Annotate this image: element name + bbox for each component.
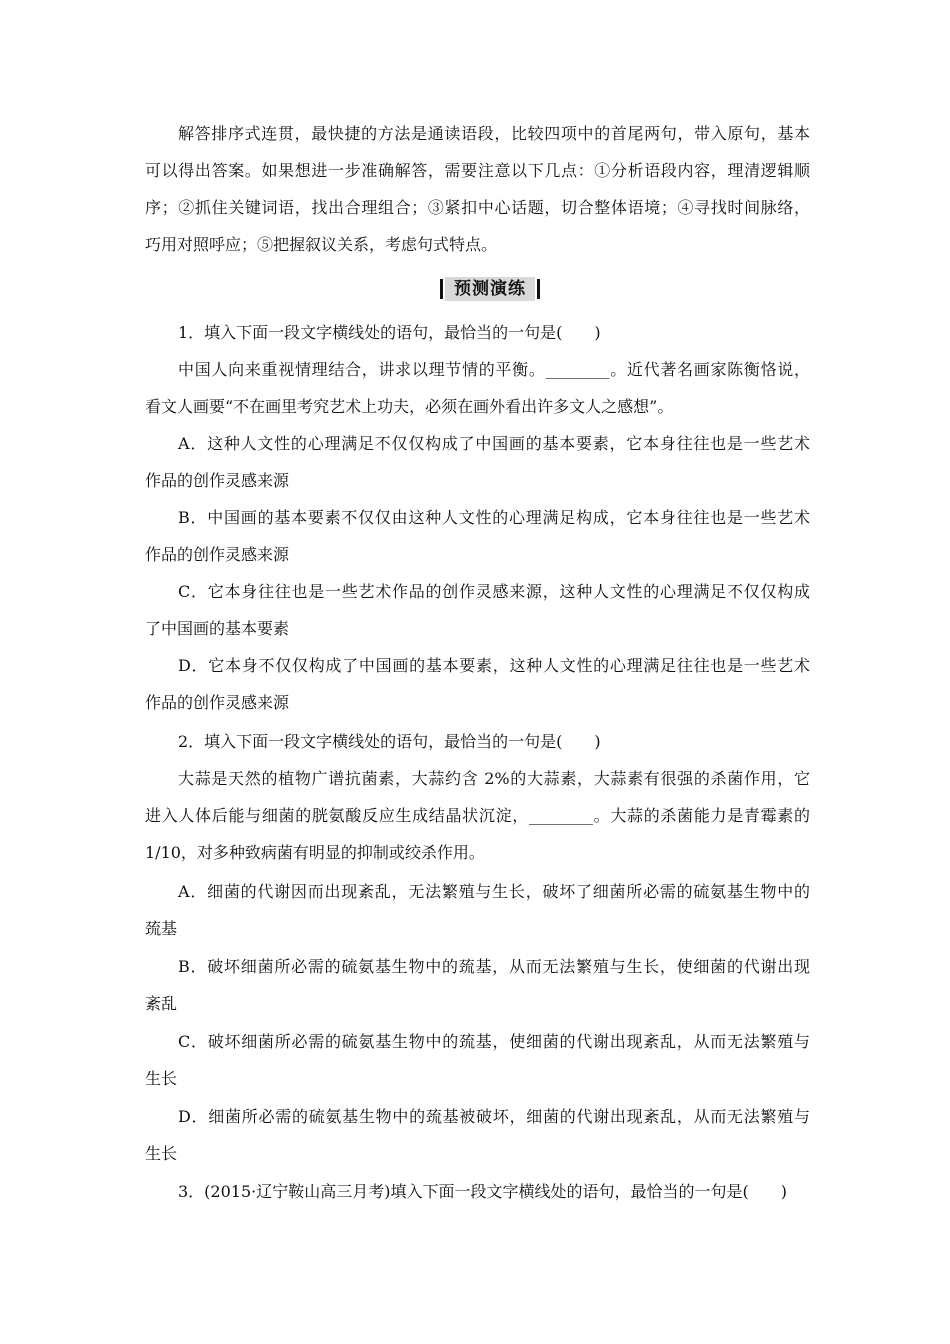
intro-line: 解答排序式连贯，最快捷的方法是通读语段，比较四项中的首尾两句，带入原句，基本 bbox=[178, 124, 810, 143]
question-3-stem: 3．(2015·辽宁鞍山高三月考)填入下面一段文字横线处的语句，最恰当的一句是( ) bbox=[178, 1182, 787, 1201]
section-heading-text: 预测演练 bbox=[445, 277, 535, 301]
question-1-option-a: 作品的创作灵感来源 bbox=[145, 471, 290, 490]
question-2-passage: 1/10，对多种致病菌有明显的抑制或绞杀作用。 bbox=[145, 843, 485, 862]
intro-line: 序；②抓住关键词语，找出合理组合；③紧扣中心话题，切合整体语境；④寻找时间脉络， bbox=[145, 198, 810, 217]
question-2-option-a: 巯基 bbox=[145, 919, 178, 938]
question-1-option-d: 作品的创作灵感来源 bbox=[145, 693, 290, 712]
question-2-passage: 大蒜是天然的植物广谱抗菌素，大蒜约含 2%的大蒜素，大蒜素有很强的杀菌作用，它 bbox=[178, 769, 810, 788]
question-1-passage: 中国人向来重视情理结合，讲求以理节情的平衡。________。近代著名画家陈衡恪说， bbox=[178, 360, 810, 379]
question-2-option-d: D．细菌所必需的硫氨基生物中的巯基被破坏，细菌的代谢出现紊乱，从而无法繁殖与 bbox=[178, 1107, 810, 1126]
question-1-passage: 看文人画要“不在画里考究艺术上功夫，必须在画外看出许多文人之感想”。 bbox=[145, 397, 674, 416]
question-2-option-a: A．细菌的代谢因而出现紊乱，无法繁殖与生长，破坏了细菌所必需的硫氨基生物中的 bbox=[178, 882, 810, 901]
question-2-option-b: B．破坏细菌所必需的硫氨基生物中的巯基，从而无法繁殖与生长，使细菌的代谢出现 bbox=[178, 957, 810, 976]
question-1-option-d: D．它本身不仅仅构成了中国画的基本要素，这种人文性的心理满足往往也是一些艺术 bbox=[178, 656, 810, 675]
question-2-option-c: C．破坏细菌所必需的硫氨基生物中的巯基，使细菌的代谢出现紊乱，从而无法繁殖与 bbox=[178, 1032, 810, 1051]
question-2-option-b: 紊乱 bbox=[145, 994, 178, 1013]
heading-left-bar bbox=[440, 279, 443, 299]
question-2-option-d: 生长 bbox=[145, 1144, 178, 1163]
question-2-stem: 2．填入下面一段文字横线处的语句，最恰当的一句是( ) bbox=[178, 732, 601, 751]
question-2-option-c: 生长 bbox=[145, 1069, 178, 1088]
intro-line: 巧用对照呼应；⑤把握叙议关系，考虑句式特点。 bbox=[145, 235, 498, 254]
intro-line: 可以得出答案。如果想进一步准确解答，需要注意以下几点：①分析语段内容，理清逻辑顺 bbox=[145, 161, 810, 180]
section-heading bbox=[440, 277, 540, 301]
question-1-stem: 1．填入下面一段文字横线处的语句，最恰当的一句是( ) bbox=[178, 323, 601, 342]
heading-right-bar bbox=[537, 279, 540, 299]
question-1-option-c: C．它本身往往也是一些艺术作品的创作灵感来源，这种人文性的心理满足不仅仅构成 bbox=[178, 582, 810, 601]
question-1-option-b: B．中国画的基本要素不仅仅由这种人文性的心理满足构成，它本身往往也是一些艺术 bbox=[178, 508, 810, 527]
question-1-option-c: 了中国画的基本要素 bbox=[145, 619, 290, 638]
question-1-option-b: 作品的创作灵感来源 bbox=[145, 545, 290, 564]
question-1-option-a: A．这种人文性的心理满足不仅仅构成了中国画的基本要素，它本身往往也是一些艺术 bbox=[178, 434, 810, 453]
question-2-passage: 进入人体后能与细菌的胱氨酸反应生成结晶状沉淀，________。大蒜的杀菌能力是青霉素的 bbox=[145, 806, 810, 825]
